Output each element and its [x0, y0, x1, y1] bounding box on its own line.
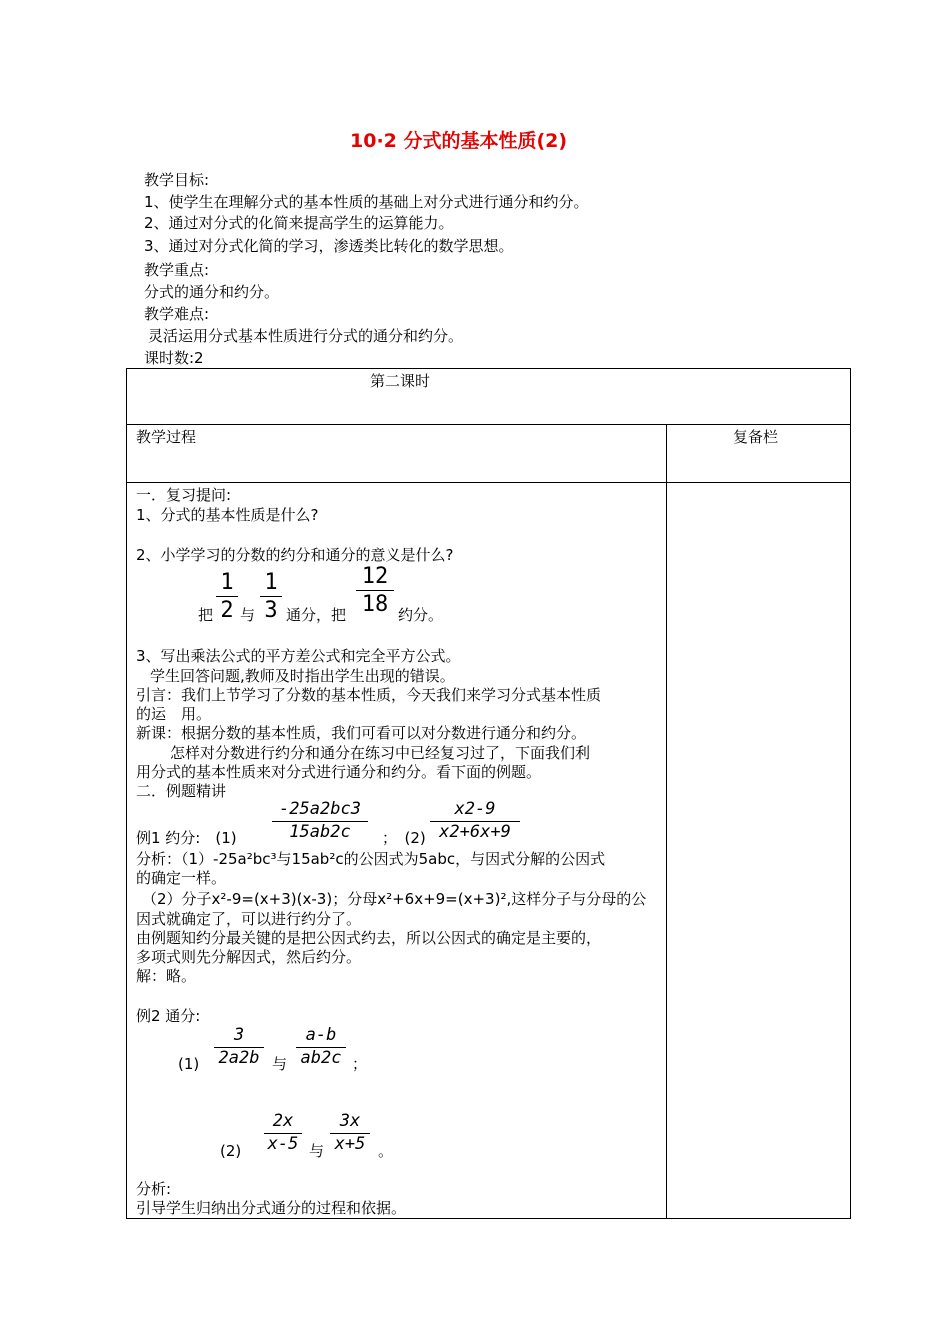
solution-text: 解：略。 — [136, 967, 197, 985]
example2-fraction-4 — [330, 1112, 370, 1154]
objective-item: 2、通过对分式的化简来提高学生的运算能力。 — [144, 214, 454, 232]
example2-fraction-1 — [214, 1026, 264, 1068]
fraction-numerator: 1 — [220, 570, 234, 595]
new-lesson-3: 用分式的基本性质来对分式进行通分和约分。看下面的例题。 — [136, 763, 542, 781]
fraction-denominator: 2 — [220, 598, 234, 624]
example1-fraction-1 — [272, 800, 368, 842]
table-border-divider — [666, 424, 667, 1219]
table-border-row1 — [126, 424, 851, 425]
fraction-denominator: x2+6x+9 — [439, 821, 511, 842]
key-point-text: 分式的通分和约分。 — [144, 283, 280, 301]
fraction-numerator: 1 — [264, 570, 278, 595]
table-border-top — [126, 368, 851, 369]
difficulty-heading: 教学难点: — [144, 305, 210, 323]
example1-label: 例1 约分: (1) — [136, 829, 237, 847]
fraction-bar — [216, 596, 238, 597]
example2-part1-end: ； — [352, 1055, 368, 1073]
fraction-denominator: 2a2b — [218, 1047, 260, 1068]
session-label: 第二课时 — [370, 372, 431, 390]
question-1: 1、分式的基本性质是什么? — [136, 506, 319, 524]
objectives-heading: 教学目标: — [144, 171, 210, 189]
fraction-bar — [260, 596, 282, 597]
frac-text-ba: 把 — [198, 606, 214, 624]
analysis-1b: 的确定一样。 — [136, 869, 227, 887]
fraction-twelve-eighteenths — [356, 564, 394, 618]
analysis-2b: 因式就确定了，可以进行约分了。 — [136, 910, 362, 928]
table-border-row2 — [126, 482, 851, 483]
intro-line-2: 的运 用。 — [136, 705, 212, 723]
fraction-denominator: x-5 — [267, 1133, 299, 1154]
fraction-numerator: x2-9 — [454, 799, 496, 819]
example2-part2-end: 。 — [378, 1142, 394, 1160]
example2-part1-yu: 与 — [272, 1055, 288, 1073]
fraction-numerator: 3x — [339, 1111, 361, 1131]
example1-fraction-2 — [430, 800, 520, 842]
fraction-bar — [356, 590, 394, 591]
frac-text-yuefen: 约分。 — [398, 606, 444, 624]
hours-text: 课时数:2 — [144, 349, 204, 367]
fraction-denominator: 3 — [264, 598, 278, 624]
fraction-numerator: 2x — [272, 1111, 294, 1131]
example1-separator: ； (2) — [382, 829, 426, 847]
difficulty-text: 灵活运用分式基本性质进行分式的通分和约分。 — [148, 327, 464, 345]
frac-text-tongfen: 通分，把 — [286, 606, 347, 624]
table-border-right — [850, 368, 851, 1219]
fraction-denominator: 18 — [361, 592, 389, 618]
process-header: 教学过程 — [136, 428, 197, 446]
fraction-one-half — [216, 570, 238, 624]
fraction-numerator: a-b — [305, 1025, 337, 1045]
question-3: 3、写出乘法公式的平方差公式和完全平方公式。 — [136, 647, 461, 665]
notes-header: 复备栏 — [733, 428, 779, 446]
example2-part2-yu: 与 — [309, 1142, 325, 1160]
example2-fraction-2 — [296, 1026, 346, 1068]
example2-label: 例2 通分: — [136, 1007, 201, 1025]
fraction-numerator: 12 — [361, 564, 389, 589]
intro-line-1: 引言：我们上节学习了分数的基本性质，今天我们来学习分式基本性质 — [136, 686, 602, 704]
review-heading: 一．复习提问: — [136, 486, 232, 504]
example2-part1-label: (1) — [178, 1055, 200, 1073]
new-lesson-2: 怎样对分数进行约分和通分在练习中已经复习过了，下面我们利 — [170, 744, 591, 762]
example2-part2-label: (2) — [220, 1142, 242, 1160]
objective-item: 3、通过对分式化简的学习，渗透类比转化的数学思想。 — [144, 237, 514, 255]
analysis-1a: 分析：（1）-25a²bc³与15ab²c的公因式为5abc，与因式分解的公因式 — [136, 850, 606, 868]
answer-line: 学生回答问题,教师及时指出学生出现的错误。 — [150, 667, 455, 685]
fraction-one-third — [260, 570, 282, 624]
analysis-3-text: 引导学生归纳出分式通分的过程和依据。 — [136, 1199, 407, 1217]
fraction-denominator: x+5 — [334, 1133, 366, 1154]
examples-heading: 二．例题精讲 — [136, 782, 227, 800]
fraction-numerator: -25a2bc3 — [279, 799, 361, 819]
key-point-heading: 教学重点: — [144, 261, 210, 279]
analysis-2a: （2）分子x²-9=(x+3)(x-3)；分母x²+6x+9=(x+3)²,这样分子与分母的公 — [142, 890, 647, 908]
question-2: 2、小学学习的分数的约分和通分的意义是什么? — [136, 546, 454, 564]
objective-item: 1、使学生在理解分式的基本性质的基础上对分式进行通分和约分。 — [144, 193, 589, 211]
table-border-bottom — [126, 1218, 851, 1219]
conclusion-b: 多项式则先分解因式，然后约分。 — [136, 948, 362, 966]
example2-fraction-3 — [264, 1112, 302, 1154]
page-title: 10·2 分式的基本性质(2) — [350, 130, 568, 152]
fraction-numerator: 3 — [233, 1025, 245, 1045]
fraction-denominator: ab2c — [300, 1047, 342, 1068]
conclusion-a: 由例题知约分最关键的是把公因式约去，所以公因式的确定是主要的， — [136, 929, 602, 947]
fraction-denominator: 15ab2c — [289, 821, 351, 842]
table-border-left — [126, 368, 127, 1219]
frac-text-yu: 与 — [240, 606, 256, 624]
analysis-3-heading: 分析: — [136, 1180, 172, 1198]
new-lesson-1: 新课：根据分数的基本性质，我们可看可以对分数进行通分和约分。 — [136, 724, 587, 742]
